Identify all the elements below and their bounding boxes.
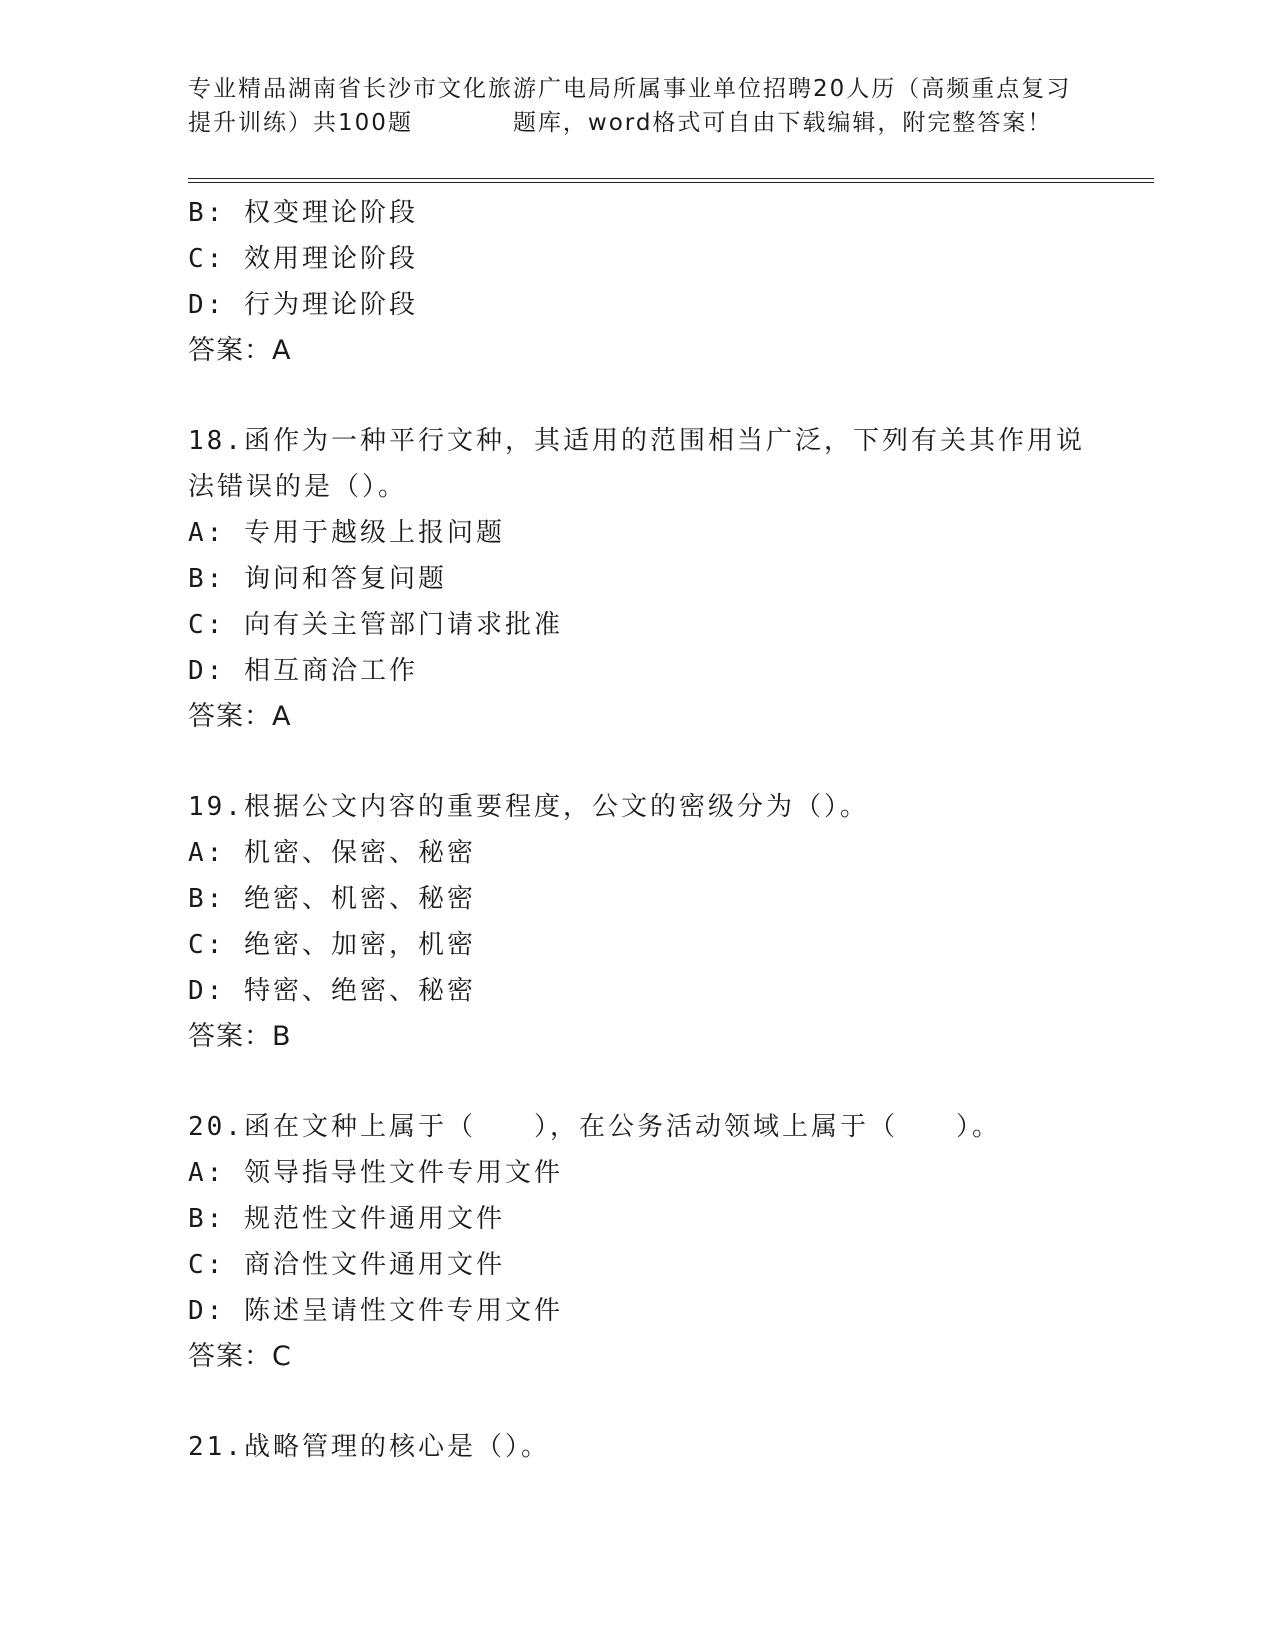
question-21 (188, 1424, 1088, 1470)
option-b: B: 规范性文件通用文件 (188, 1204, 505, 1234)
question-text (188, 418, 1088, 510)
option-c: C: 绝密、加密，机密 (188, 930, 476, 960)
option-c: C: 向有关主管部门请求批准 (188, 610, 563, 640)
spacer (188, 1060, 1088, 1104)
header-line-1: 专业精品湖南省长沙市文化旅游广电局所属事业单位招聘20人历（高频重点复习 (188, 76, 1072, 102)
option-b: B: 权变理论阶段 (188, 198, 418, 228)
question-text (188, 1424, 1088, 1470)
option-c: C: 效用理论阶段 (188, 244, 418, 274)
option-b: B: 询问和答复问题 (188, 564, 447, 594)
header-line-2: 提升训练）共100题 题库，word格式可自由下载编辑，附完整答案！ (188, 110, 1053, 136)
question-line: 18.函作为一种平行文种，其适用的范围相当广泛，下列有关其作用说 (188, 426, 1085, 456)
option-d: D: 行为理论阶段 (188, 290, 418, 320)
option-b: B: 绝密、机密、秘密 (188, 884, 476, 914)
question-text (188, 784, 1088, 830)
option-d: D: 陈述呈请性文件专用文件 (188, 1296, 563, 1326)
question-line: 21.战略管理的核心是（）。 (188, 1432, 550, 1462)
question-line: 20.函在文种上属于（ ），在公务活动领域上属于（ ）。 (188, 1112, 1001, 1142)
option-d: D: 相互商洽工作 (188, 656, 418, 686)
question-content (188, 190, 1088, 1470)
spacer (188, 374, 1088, 418)
page-header (188, 72, 1088, 140)
answer-line: 答案：A (188, 701, 292, 732)
option-d: D: 特密、绝密、秘密 (188, 976, 476, 1006)
spacer (188, 740, 1088, 784)
answer-line: 答案：C (188, 1341, 292, 1372)
option-a: A: 机密、保密、秘密 (188, 838, 476, 868)
option-a: A: 领导指导性文件专用文件 (188, 1158, 563, 1188)
question-line: 法错误的是（）。 (188, 472, 408, 502)
question-20 (188, 1104, 1088, 1380)
question-text (188, 1104, 1088, 1150)
header-divider (188, 178, 1154, 183)
question-19 (188, 784, 1088, 1060)
carryover-question (188, 190, 1088, 374)
option-c: C: 商洽性文件通用文件 (188, 1250, 505, 1280)
answer-line: 答案：B (188, 1021, 292, 1052)
option-a: A: 专用于越级上报问题 (188, 518, 505, 548)
question-18 (188, 418, 1088, 740)
spacer (188, 1380, 1088, 1424)
question-line: 19.根据公文内容的重要程度，公文的密级分为（）。 (188, 792, 869, 822)
answer-line: 答案：A (188, 335, 292, 366)
